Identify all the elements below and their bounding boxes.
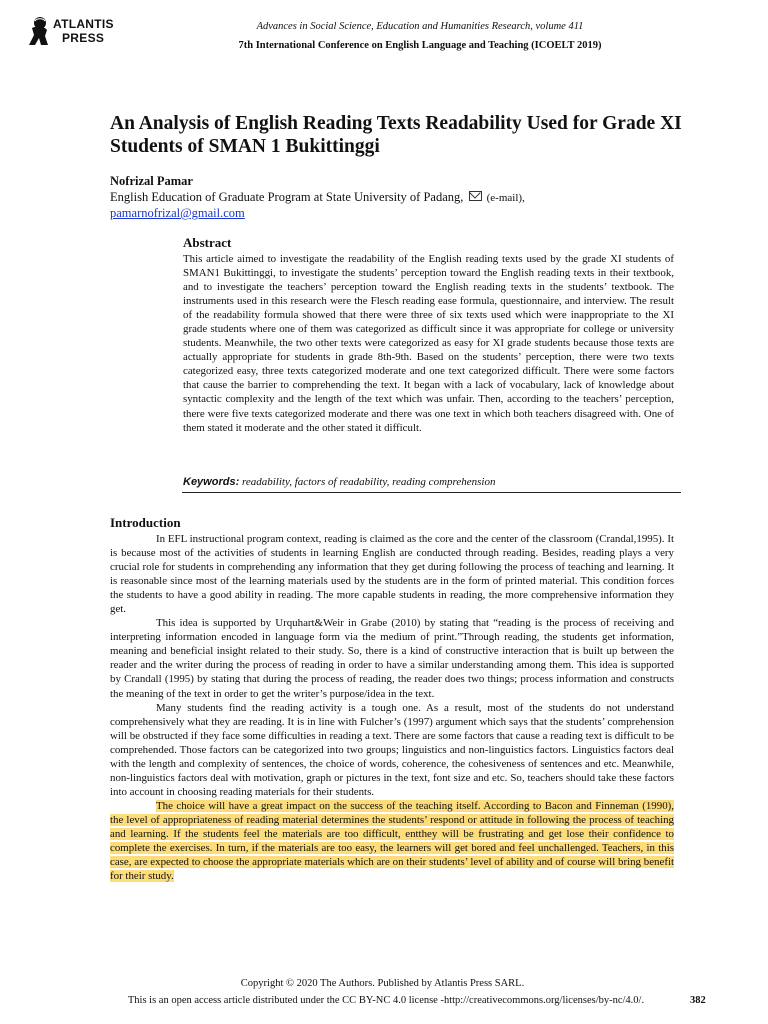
author-affiliation [110,190,690,221]
author-email-link[interactable]: pamarnofrizal@gmail.com [110,206,245,220]
copyright-notice: Copyright © 2020 The Authors. Published by Atlantis Press SARL. [240,978,525,989]
keywords-line [183,476,683,488]
conference-header: 7th International Conference on English Language and Teaching (ICOELT 2019) [238,40,602,51]
paragraph: This idea is supported by Urquhart&Weir in Grabe (2010) by stating that “reading is the process of receiving and interpreting information encoded in language form via the medium of print.”Through reading, the students get information, meaning and beneficial insight related to their study. So, there is a kind of constructive interaction that is built up between the reader and the writer during the process of reading in order to have a similar understanding among them. This idea is supported by Crandall (1995) by stating that during the process of reading, the reader does two things; process information and constructs the meaning of the text in order to get the writer’s purpose/idea in the text. [110,617,674,700]
journal-header: Advances in Social Science, Education and Humanities Research, volume 411 [256,21,584,32]
abstract-heading: Abstract [183,235,232,250]
logo-text-atlantis: ATLANTIS [53,17,114,31]
introduction-heading: Introduction [110,515,181,530]
highlighted-paragraph [110,799,674,883]
divider-rule [182,492,681,493]
author-name: Nofrizal Pamar [110,174,193,188]
introduction-body [110,532,674,883]
highlight: The choice will have a great impact on the success of the teaching itself. According to Bacon and Finneman (1990), the level of appropriateness of reading material determines the students’ respond or attitude in following the process of teaching and learning. If the students feel the materials are too difficult, entthey will be frustrating and get lose their confidence to complete the exercises. In turn, if the materials are too easy, the learners will get bored and feel unchallenged. Teachers, in this case, are expected to choose the appropriate materials which are on their students’ level of ability and of course will bring benefit for their study. [110,799,674,883]
atlas-figure-icon [26,16,52,46]
keywords-value: readability, factors of readability, reading comprehension [242,476,496,488]
email-label: (e-mail), [486,192,525,204]
page-number: 382 [690,995,706,1006]
affiliation-text: English Education of Graduate Program at State University of Padang, [110,190,464,204]
logo-text-press: PRESS [62,31,105,45]
publisher-logo [26,14,126,48]
license-notice: This is an open access article distributed under the CC BY-NC 4.0 license -http://creativecommons.org/licenses/by-nc/4.0/. [127,995,645,1006]
paragraph: In EFL instructional program context, reading is claimed as the core and the center of the classroom (Crandal,1995). It is because most of the activities of students in learning English are conducted through reading. Besides, reading plays a very crucial role for students in comprehending any information that they get during following the process of teaching and learning. It is reasonable since most of the learning materials used by the students are in the form of printed material. This condition forces the students to have a good ability in reading. The more capable students in reading, the more comprehensive information they get. [110,533,674,616]
paper-title: An Analysis of English Reading Texts Readability Used for Grade XI Students of SMAN 1 Bukittinggi [110,113,682,157]
abstract-text: This article aimed to investigate the readability of the English reading texts used by the grade XI students of SMAN1 Bukittinggi, to investigate the students’ perception toward the English reading texts in their textbook, and to investigate the teachers’ perception toward the English reading texts in the students’ textbook. The instruments used in this research were the Flesch reading ease formula, questionnaire, and interview. The result of the readability formula showed that there were three of six texts used which were inappropriate to the XI grade students where one of them was categorized as difficult since it was appropriate for college or university students. Meanwhile, the two other texts were categorized as easy for XI grade students because those texts are actually appropriate for students in grade 8th-9th. Based on the students’ perception, there were two texts categorized easy, three texts categorized moderate and one text categorized difficult. There were some factors that cause the barrier to comprehending the text. It began with a lack of vocabulary, lack of knowledge about syntactic complexity and the length of the text which was unfair. Then, according to the teachers’ perception, there were five texts categorized moderate and there was one text in which both teachers disagreed with. One of them stated it moderate and the other stated it difficult. [183,253,674,434]
envelope-icon [469,191,482,201]
keywords-label: Keywords: [183,476,240,488]
paragraph: Many students find the reading activity is a tough one. As a result, most of the students do not understand comprehensively what they are reading. It is in line with Fulcher’s (1997) argument which says that the students’ comprehension will be obstructed if they face some difficulties in reading a text. There are some factors that cause a reading text is difficult to be comprehended. Those factors can be categorized into two groups; linguistics and non-linguistics factors. Linguistics factors deal with the length and complexity of sentences, the choice of words, coherence, the cohesiveness of sentences and etc. Meanwhile, non-linguistics factors deal with motivation, graph or pictures in the text, font size and etc. So, teachers should take these factors into account in choosing reading materials for their students. [110,701,674,798]
